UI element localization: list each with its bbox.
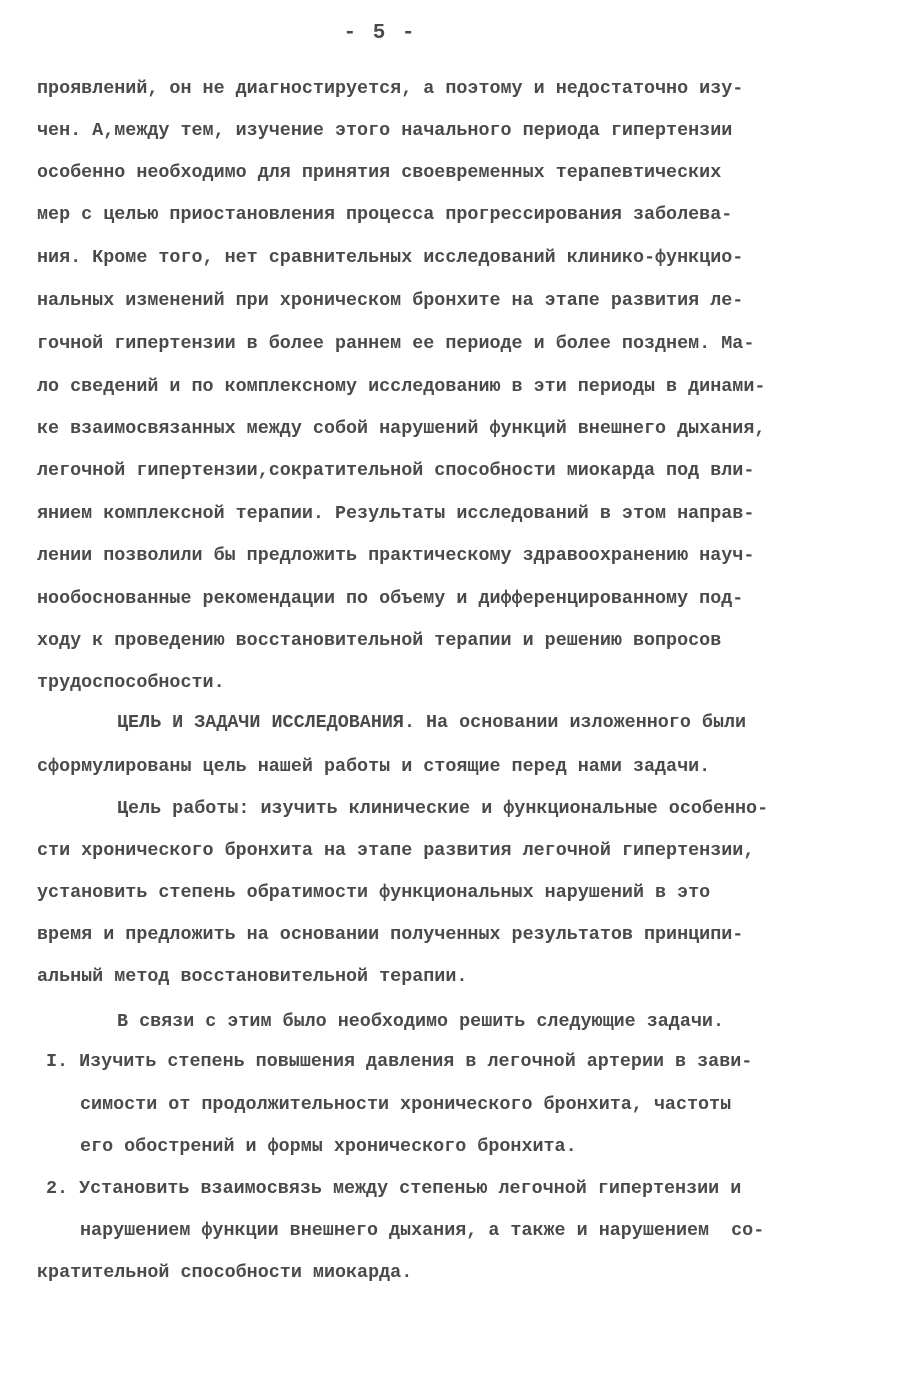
section-heading-line: ЦЕЛЬ И ЗАДАЧИ ИССЛЕДОВАНИЯ. На основании изложенного были xyxy=(117,712,747,733)
list-item-line: его обострений и формы хронического бронхита. xyxy=(80,1136,577,1157)
text-line: нальных изменений при хроническом бронхите на этапе развития ле- xyxy=(37,290,744,311)
list-item-line: 2. Установить взаимосвязь между степенью легочной гипертензии и xyxy=(46,1178,742,1199)
text-line: сформулированы цель нашей работы и стоящие перед нами задачи. xyxy=(37,756,711,777)
text-line: установить степень обратимости функциональных нарушений в это xyxy=(37,882,711,903)
text-line: гочной гипертензии в более раннем ее периоде и более позднем. Ма- xyxy=(37,333,755,354)
text-line: Цель работы: изучить клинические и функциональные особенно- xyxy=(117,798,769,819)
text-line: проявлений, он не диагностируется, а поэтому и недостаточно изу- xyxy=(37,78,744,99)
list-item-line: кратительной способности миокарда. xyxy=(37,1262,413,1283)
text-line: время и предложить на основании полученных результатов принципи- xyxy=(37,924,744,945)
text-line: трудоспособности. xyxy=(37,672,225,693)
text-line: лении позволили бы предложить практическому здравоохранению науч- xyxy=(37,545,755,566)
text-line: нообоснованные рекомендации по объему и дифференцированному под- xyxy=(37,588,744,609)
text-line: ке взаимосвязанных между собой нарушений функций внешнего дыхания, xyxy=(37,418,766,439)
text-line: сти хронического бронхита на этапе развития легочной гипертензии, xyxy=(37,840,755,861)
text-line: легочной гипертензии,сократительной способности миокарда под вли- xyxy=(37,460,755,481)
text-line: В связи с этим было необходимо решить следующие задачи. xyxy=(117,1011,724,1032)
text-line: ходу к проведению восстановительной терапии и решению вопросов xyxy=(37,630,722,651)
text-line: ло сведений и по комплексному исследованию в эти периоды в динами- xyxy=(37,376,766,397)
text-line: мер с целью приостановления процесса прогрессирования заболева- xyxy=(37,204,733,225)
text-line: альный метод восстановительной терапии. xyxy=(37,966,468,987)
text-line: чен. А,между тем, изучение этого начального периода гипертензии xyxy=(37,120,733,141)
list-item-line: симости от продолжительности хронического бронхита, частоты xyxy=(80,1094,732,1115)
list-item-line: I. Изучить степень повышения давления в легочной артерии в зави- xyxy=(46,1051,753,1072)
text-line: особенно необходимо для принятия своевременных терапевтических xyxy=(37,162,722,183)
text-line: ния. Кроме того, нет сравнительных исследований клинико-функцио- xyxy=(37,247,744,268)
list-item-line: нарушением функции внешнего дыхания, а также и нарушением со- xyxy=(80,1220,765,1241)
text-line: янием комплексной терапии. Результаты исследований в этом направ- xyxy=(37,503,755,524)
page-number: - 5 - xyxy=(343,22,417,45)
